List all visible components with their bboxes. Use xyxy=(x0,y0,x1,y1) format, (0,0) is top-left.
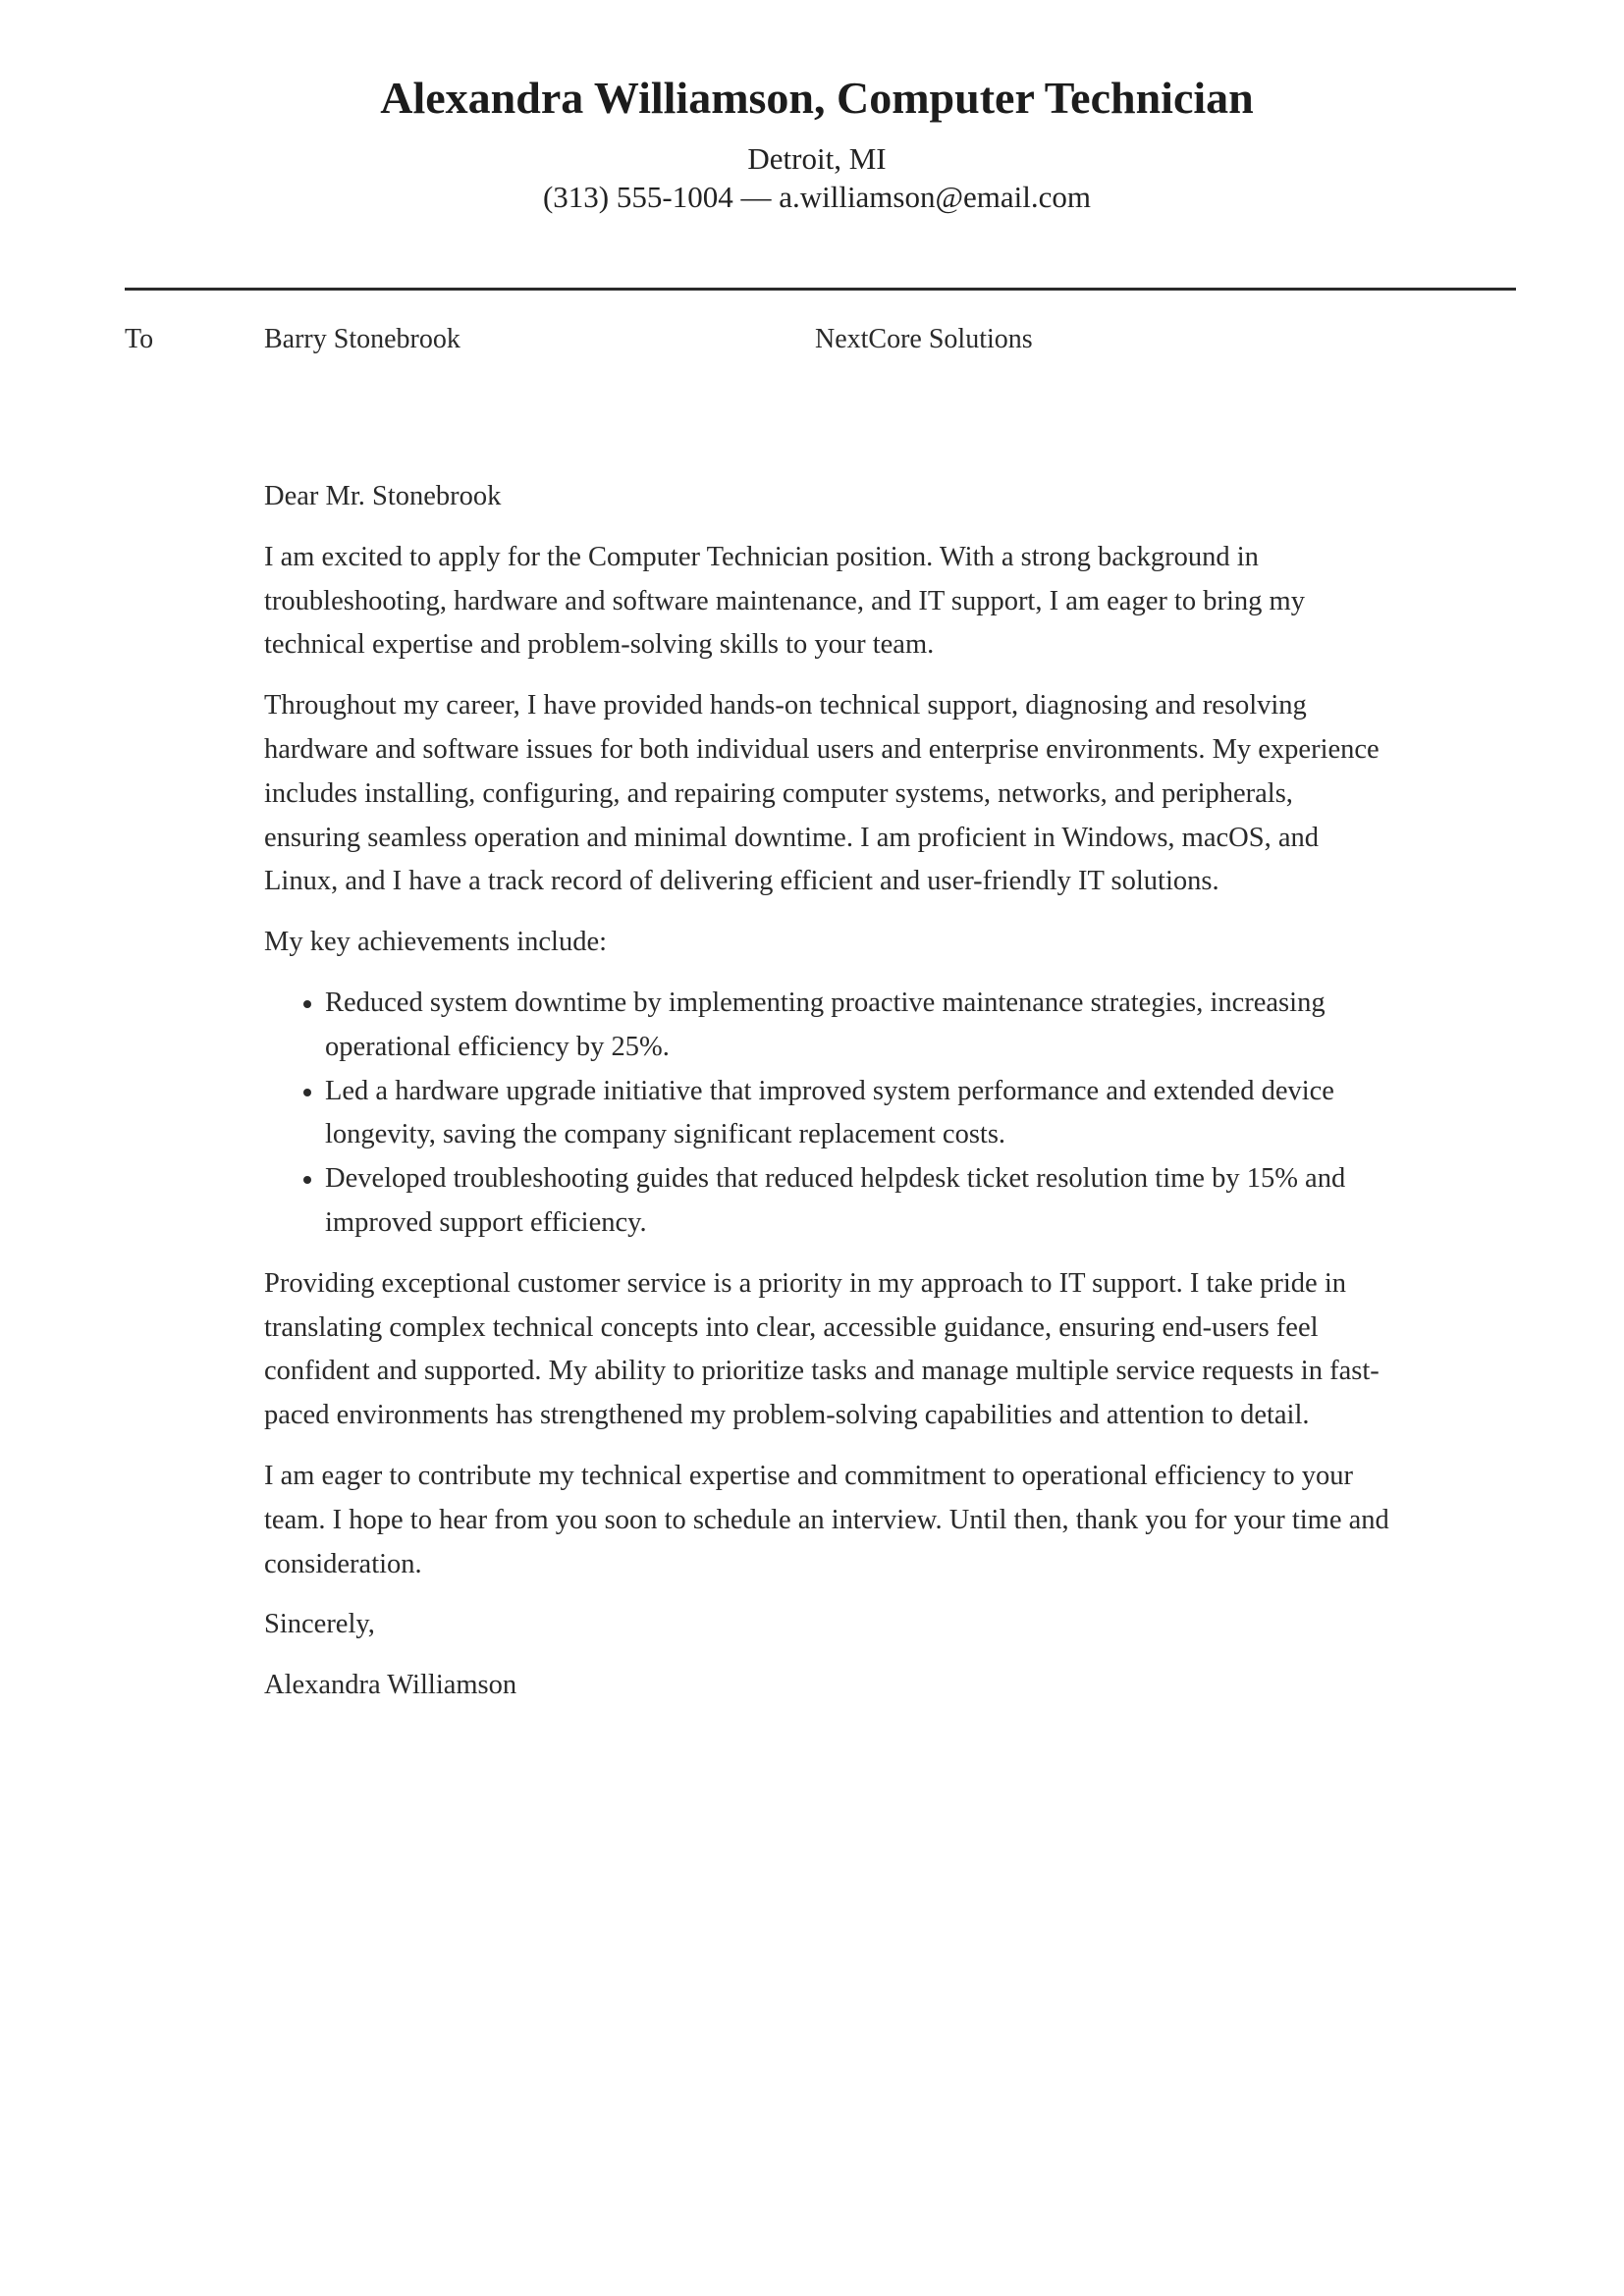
list-item: • Developed troubleshooting guides that reduced helpdesk ticket resolution time by 15% and improved support efficiency. xyxy=(325,1157,1391,1246)
letter-body xyxy=(264,475,1391,1725)
experience-paragraph: Throughout my career, I have provided hands-on technical support, diagnosing and resolving hardware and software issues for both individual users and enterprise environments. My experience includes installing, configuring, and repairing computer systems, networks, and peripherals, ensuring seamless operation and minimal downtime. I am proficient in Windows, macOS, and Linux, and I have a track record of delivering efficient and user-friendly IT solutions. xyxy=(264,690,1380,897)
list-item: • Reduced system downtime by implementing proactive maintenance strategies, increasing operational efficiency by 25%. xyxy=(325,982,1391,1070)
salutation: Dear Mr. Stonebrook xyxy=(264,481,502,511)
intro-paragraph: I am excited to apply for the Computer Technician position. With a strong background in troubleshooting, hardware and software maintenance, and IT support, I am eager to bring my technical expertise and problem-solving skills to your team. xyxy=(264,541,1305,661)
recipient-label: To xyxy=(125,324,154,354)
closing-paragraph: I am eager to contribute my technical expertise and commitment to operational efficiency to your team. I hope to hear from you soon to schedule an interview. Until then, thank you for your time and consideration. xyxy=(264,1460,1389,1579)
achievements-intro: My key achievements include: xyxy=(264,927,608,958)
recipient-name: Barry Stonebrook xyxy=(264,324,460,354)
letter-header xyxy=(0,71,1624,214)
signature-name: Alexandra Williamson xyxy=(264,1670,517,1701)
achievements-list xyxy=(264,982,1391,1246)
applicant-location: Detroit, MI xyxy=(747,141,887,176)
applicant-name-title: Alexandra Williamson, Computer Technician xyxy=(380,73,1254,123)
list-item: • Led a hardware upgrade initiative that improved system performance and extended device longevity, saving the company significant replacement costs. xyxy=(325,1070,1391,1158)
recipient-company: NextCore Solutions xyxy=(815,324,1033,354)
signoff: Sincerely, xyxy=(264,1609,375,1640)
recipient-row xyxy=(0,322,1624,361)
header-divider xyxy=(125,288,1516,291)
applicant-contact: (313) 555-1004 — a.williamson@email.com xyxy=(542,180,1092,214)
customer-service-paragraph: Providing exceptional customer service is a priority in my approach to IT support. I take pride in translating complex technical concepts into clear, accessible guidance, ensuring end-users feel confident and supported. My ability to prioritize tasks and manage multiple service requests in fast-paced environments has strengthened my problem-solving capabilities and attention to detail. xyxy=(264,1267,1380,1431)
